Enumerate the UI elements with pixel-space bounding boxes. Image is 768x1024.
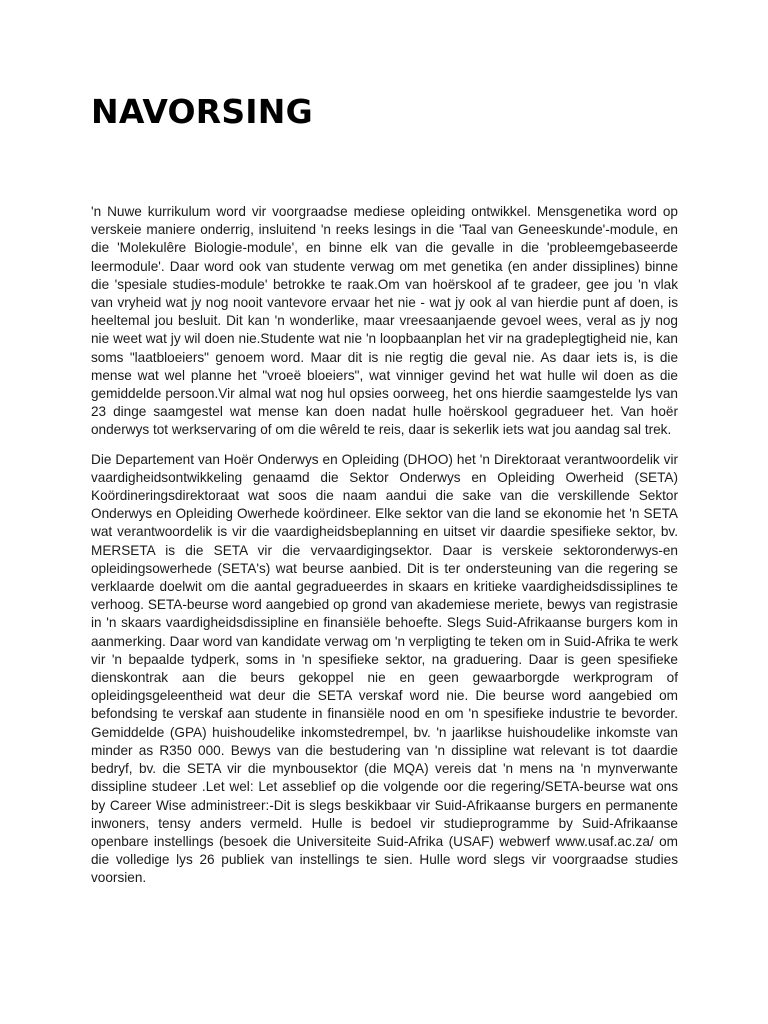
paragraph-curriculum: 'n Nuwe kurrikulum word vir voorgraadse mediese opleiding ontwikkel. Mensgenetika word op verskeie maniere onderrig, insluitend 'n reeks lesings in die 'Taal van Geneeskunde'-module, en die 'Molekulêre Biologie-module', en binne elk van die gevalle in die 'probleemgebaseerde leermodule'. Daar word ook van studente verwag om met genetika (en ander dissiplines) binne die 'spesiale studies-module' betrokke te raak.Om van hoërskool af te gradeer, gee jou 'n vlak van vryheid wat jy nog nooit vantevore ervaar het nie - wat jy ook al van hierdie punt af doen, is heeltemal jou besluit. Dit kan 'n wonderlike, maar vreesaanjaende gevoel wees, veral as jy nog nie weet wat jy wil doen nie.Studente wat nie 'n loopbaanplan het vir na gradeplegtigheid nie, kan soms "laatbloeiers" genoem word. Maar dit is nie regtig die geval nie. As daar iets is, is die mense wat wel planne het "vroeë bloeiers", wat vinniger gevind het wat hulle wil doen as die gemiddelde persoon.Vir almal wat nog hul opsies oorweeg, het ons hierdie saamgestelde lys van 23 dinge saamgestel wat mense kan doen nadat hulle hoërskool gegradueer het. Van hoër onderwys tot werkservaring of om die wêreld te reis, daar is sekerlik iets wat jou aandag sal trek. <box>91 204 678 438</box>
paragraph-seta-bursaries: Die Departement van Hoër Onderwys en Opleiding (DHOO) het 'n Direktoraat verantwoordelik vir vaardigheidsontwikkeling genaamd die Sektor Onderwys en Opleiding Owerheid (SETA) Koördineringsdirektoraat wat soos die naam aandui die sake van die verskillende Sektor Onderwys en Opleiding Owerhede koördineer. Elke sektor van die land se ekonomie het 'n SETA wat verantwoordelik is vir die vaardigheidsbeplanning en uitset vir daardie spesifieke sektor, bv. MERSETA is die SETA vir die vervaardigingsektor. Daar is verskeie sektoronderwys-en opleidingsowerhede (SETA's) wat beurse aanbied. Dit is ter ondersteuning van die regering se verklaarde doelwit om die aantal gegradueerdes in skaars en kritieke vaardigheidsdissiplines te verhoog. SETA-beurse word aangebied op grond van akademiese meriete, bewys van registrasie in 'n skaars vaardigheidsdissipline en finansiële behoefte. Slegs Suid-Afrikaanse burgers kom in aanmerking. Daar word van kandidate verwag om 'n verpligting te teken om in Suid-Afrika te werk vir 'n bepaalde tydperk, soms in 'n spesifieke sektor, na graduering. Daar is geen spesifieke dienskontrak aan die beurs gekoppel nie en geen gewaarborgde werkprogram of opleidingsgeleentheid wat deur die SETA verskaf word nie. Die beurse word aangebied om befondsing te verskaf aan studente in finansiële nood en om 'n spesifieke industrie te bevorder. Gemiddelde (GPA) huishoudelike inkomstedrempel, bv. 'n jaarlikse huishoudelike inkomste van minder as R350 000. Bewys van die bestudering van 'n dissipline wat relevant is tot daardie bedryf, bv. die SETA vir die mynbousektor (die MQA) vereis dat 'n mens na 'n mynverwante dissipline studeer .Let wel: Let asseblief op die volgende oor die regering/SETA-beurse wat ons by Career Wise administreer:-Dit is slegs beskikbaar vir Suid-Afrikaanse burgers en permanente inwoners, tensy anders vermeld. Hulle is bedoel vir studieprogramme by Suid-Afrikaanse openbare instellings (besoek die Universiteite Suid-Afrika (USAF) webwerf www.usaf.ac.za/ om die volledige lys 26 publiek van instellings te sien. Hulle word slegs vir voorgraadse studies voorsien. <box>91 451 678 886</box>
document-body <box>91 203 678 899</box>
page-title: NAVORSING <box>91 92 313 131</box>
